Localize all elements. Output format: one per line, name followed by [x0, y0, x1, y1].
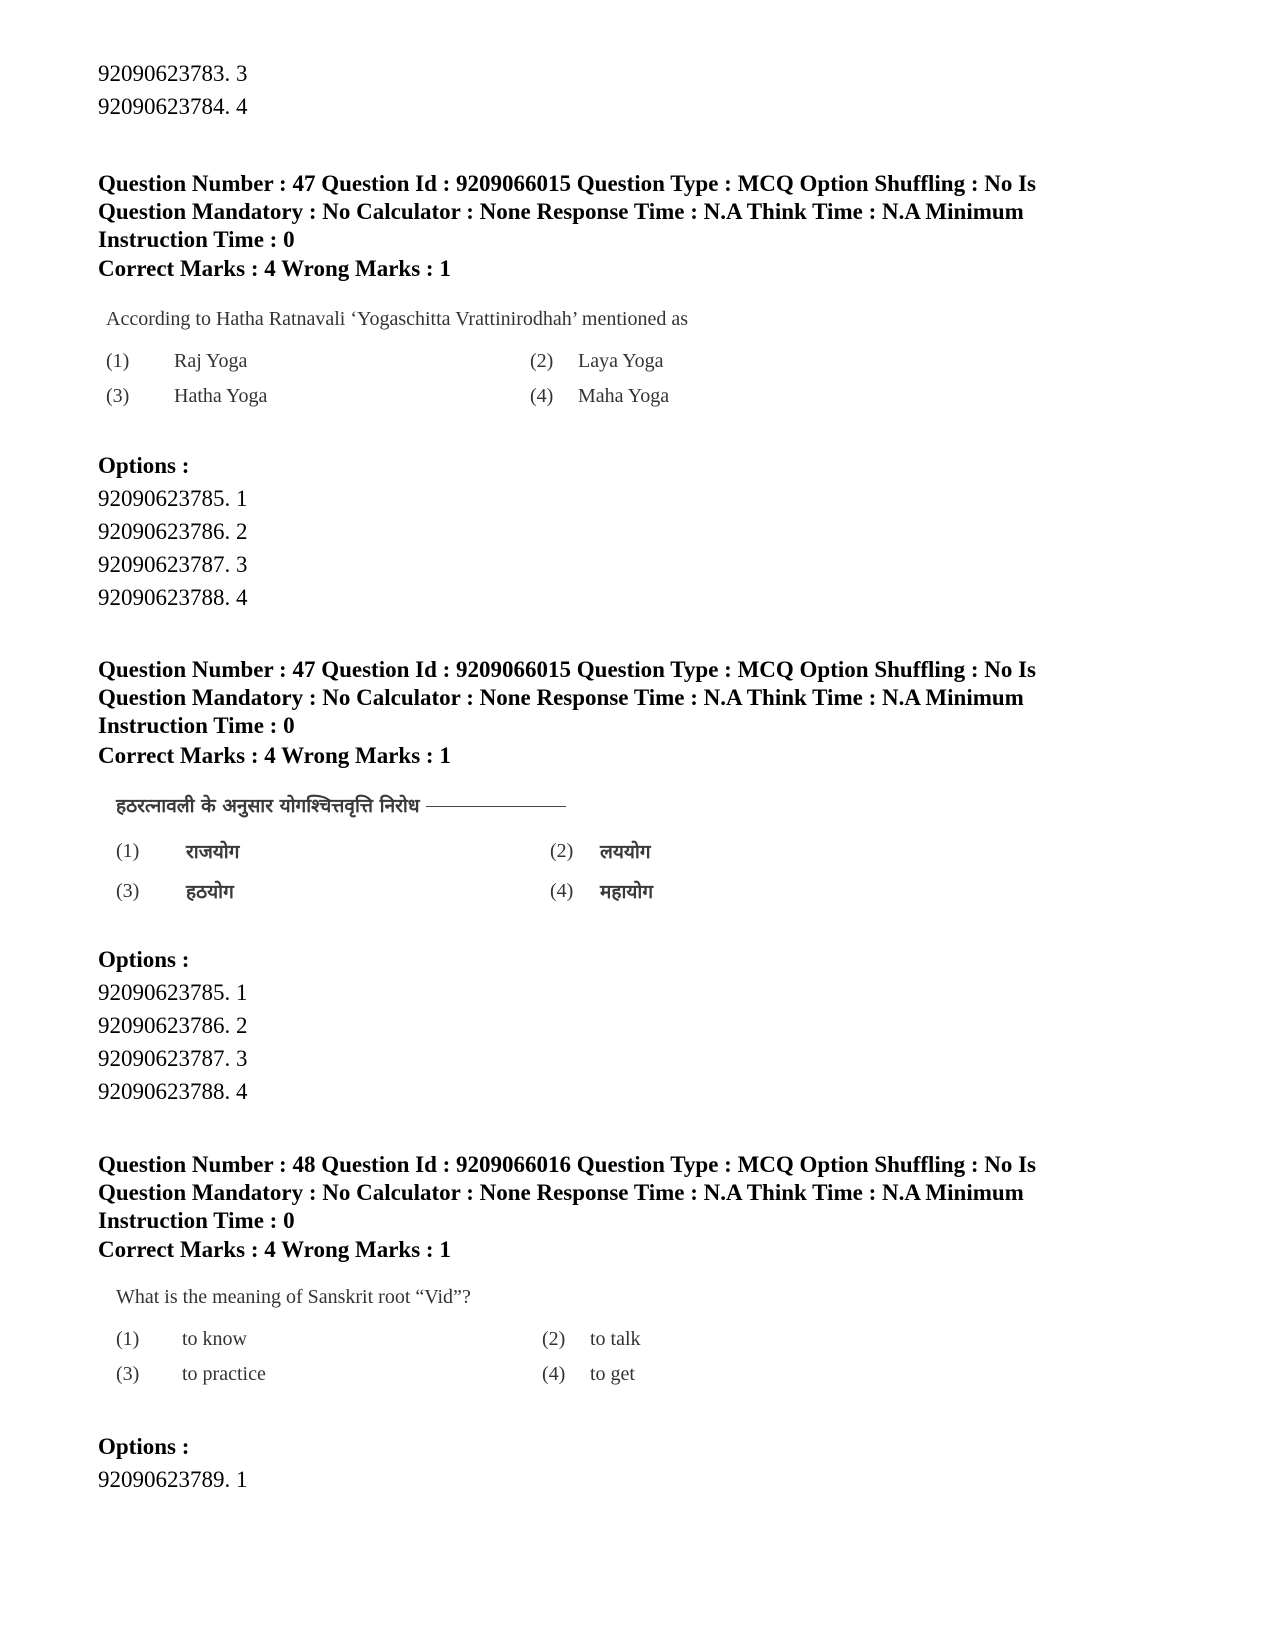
question-image — [106, 308, 806, 418]
question-meta-line: Question Number : 47 Question Id : 9209066015 Question Type : MCQ Option Shuffling : No Is — [98, 171, 1037, 196]
question-text: According to Hatha Ratnavali ‘Yogaschitta Vrattinirodhah’ mentioned as — [106, 308, 688, 330]
marks-line: Correct Marks : 4 Wrong Marks : 1 — [98, 256, 451, 281]
option-line: 92090623785. 1 — [98, 486, 248, 511]
choice-number: (3) — [116, 880, 140, 902]
option-line: 92090623786. 2 — [98, 519, 248, 544]
option-line: 92090623787. 3 — [98, 1046, 248, 1071]
choice-text: to practice — [182, 1363, 266, 1385]
choice-text: लययोग — [600, 841, 651, 863]
question-meta-line: Instruction Time : 0 — [98, 1208, 295, 1233]
choice-number: (4) — [542, 1363, 566, 1385]
choice-number: (1) — [106, 350, 130, 372]
choice-text: Raj Yoga — [174, 350, 248, 372]
choice-number: (4) — [550, 880, 574, 902]
choice-text: to know — [182, 1328, 247, 1350]
question-meta — [98, 1151, 1208, 1235]
option-line: 92090623787. 3 — [98, 552, 248, 577]
choice-text: to get — [590, 1363, 635, 1385]
option-line: 92090623786. 2 — [98, 1013, 248, 1038]
question-meta-line: Instruction Time : 0 — [98, 227, 295, 252]
choice-number: (3) — [106, 385, 130, 407]
question-meta-line: Question Mandatory : No Calculator : None Response Time : N.A Think Time : N.A Minimum — [98, 1180, 1024, 1205]
question-meta-line: Question Number : 48 Question Id : 9209066016 Question Type : MCQ Option Shuffling : No Is — [98, 1152, 1037, 1177]
answer-blank — [426, 806, 566, 807]
question-text: What is the meaning of Sanskrit root “Vid”? — [116, 1286, 471, 1308]
marks-line: Correct Marks : 4 Wrong Marks : 1 — [98, 1237, 451, 1262]
marks-line: Correct Marks : 4 Wrong Marks : 1 — [98, 743, 451, 768]
option-line: 92090623788. 4 — [98, 585, 248, 610]
question-meta-line: Question Number : 47 Question Id : 9209066015 Question Type : MCQ Option Shuffling : No Is — [98, 657, 1037, 682]
choice-text: महायोग — [600, 881, 654, 903]
choice-text: Hatha Yoga — [174, 385, 268, 407]
choice-number: (3) — [116, 1363, 140, 1385]
options-label: Options : — [98, 453, 190, 478]
choice-number: (1) — [116, 840, 140, 862]
question-meta — [98, 170, 1208, 254]
choice-text: Laya Yoga — [578, 350, 664, 372]
choice-number: (2) — [530, 350, 554, 372]
question-meta-line: Question Mandatory : No Calculator : None Response Time : N.A Think Time : N.A Minimum — [98, 199, 1024, 224]
option-line: 92090623784. 4 — [98, 94, 248, 119]
option-line: 92090623783. 3 — [98, 61, 248, 86]
question-image — [116, 1286, 816, 1396]
choice-number: (1) — [116, 1328, 140, 1350]
question-meta — [98, 656, 1208, 740]
choice-number: (2) — [550, 840, 574, 862]
question-text — [116, 792, 566, 818]
choice-text: to talk — [590, 1328, 641, 1350]
choice-text: Maha Yoga — [578, 385, 670, 407]
choice-text: हठयोग — [186, 881, 234, 903]
options-label: Options : — [98, 947, 190, 972]
question-text-value: हठरत्नावली के अनुसार योगश्चित्तवृत्ति निरोध — [116, 795, 420, 817]
question-meta-line: Instruction Time : 0 — [98, 713, 295, 738]
choice-number: (4) — [530, 385, 554, 407]
options-label: Options : — [98, 1434, 190, 1459]
option-line: 92090623788. 4 — [98, 1079, 248, 1104]
question-meta-line: Question Mandatory : No Calculator : None Response Time : N.A Think Time : N.A Minimum — [98, 685, 1024, 710]
option-line: 92090623789. 1 — [98, 1467, 248, 1492]
choice-number: (2) — [542, 1328, 566, 1350]
option-line: 92090623785. 1 — [98, 980, 248, 1005]
choice-text: राजयोग — [186, 841, 240, 863]
question-image — [116, 792, 816, 922]
